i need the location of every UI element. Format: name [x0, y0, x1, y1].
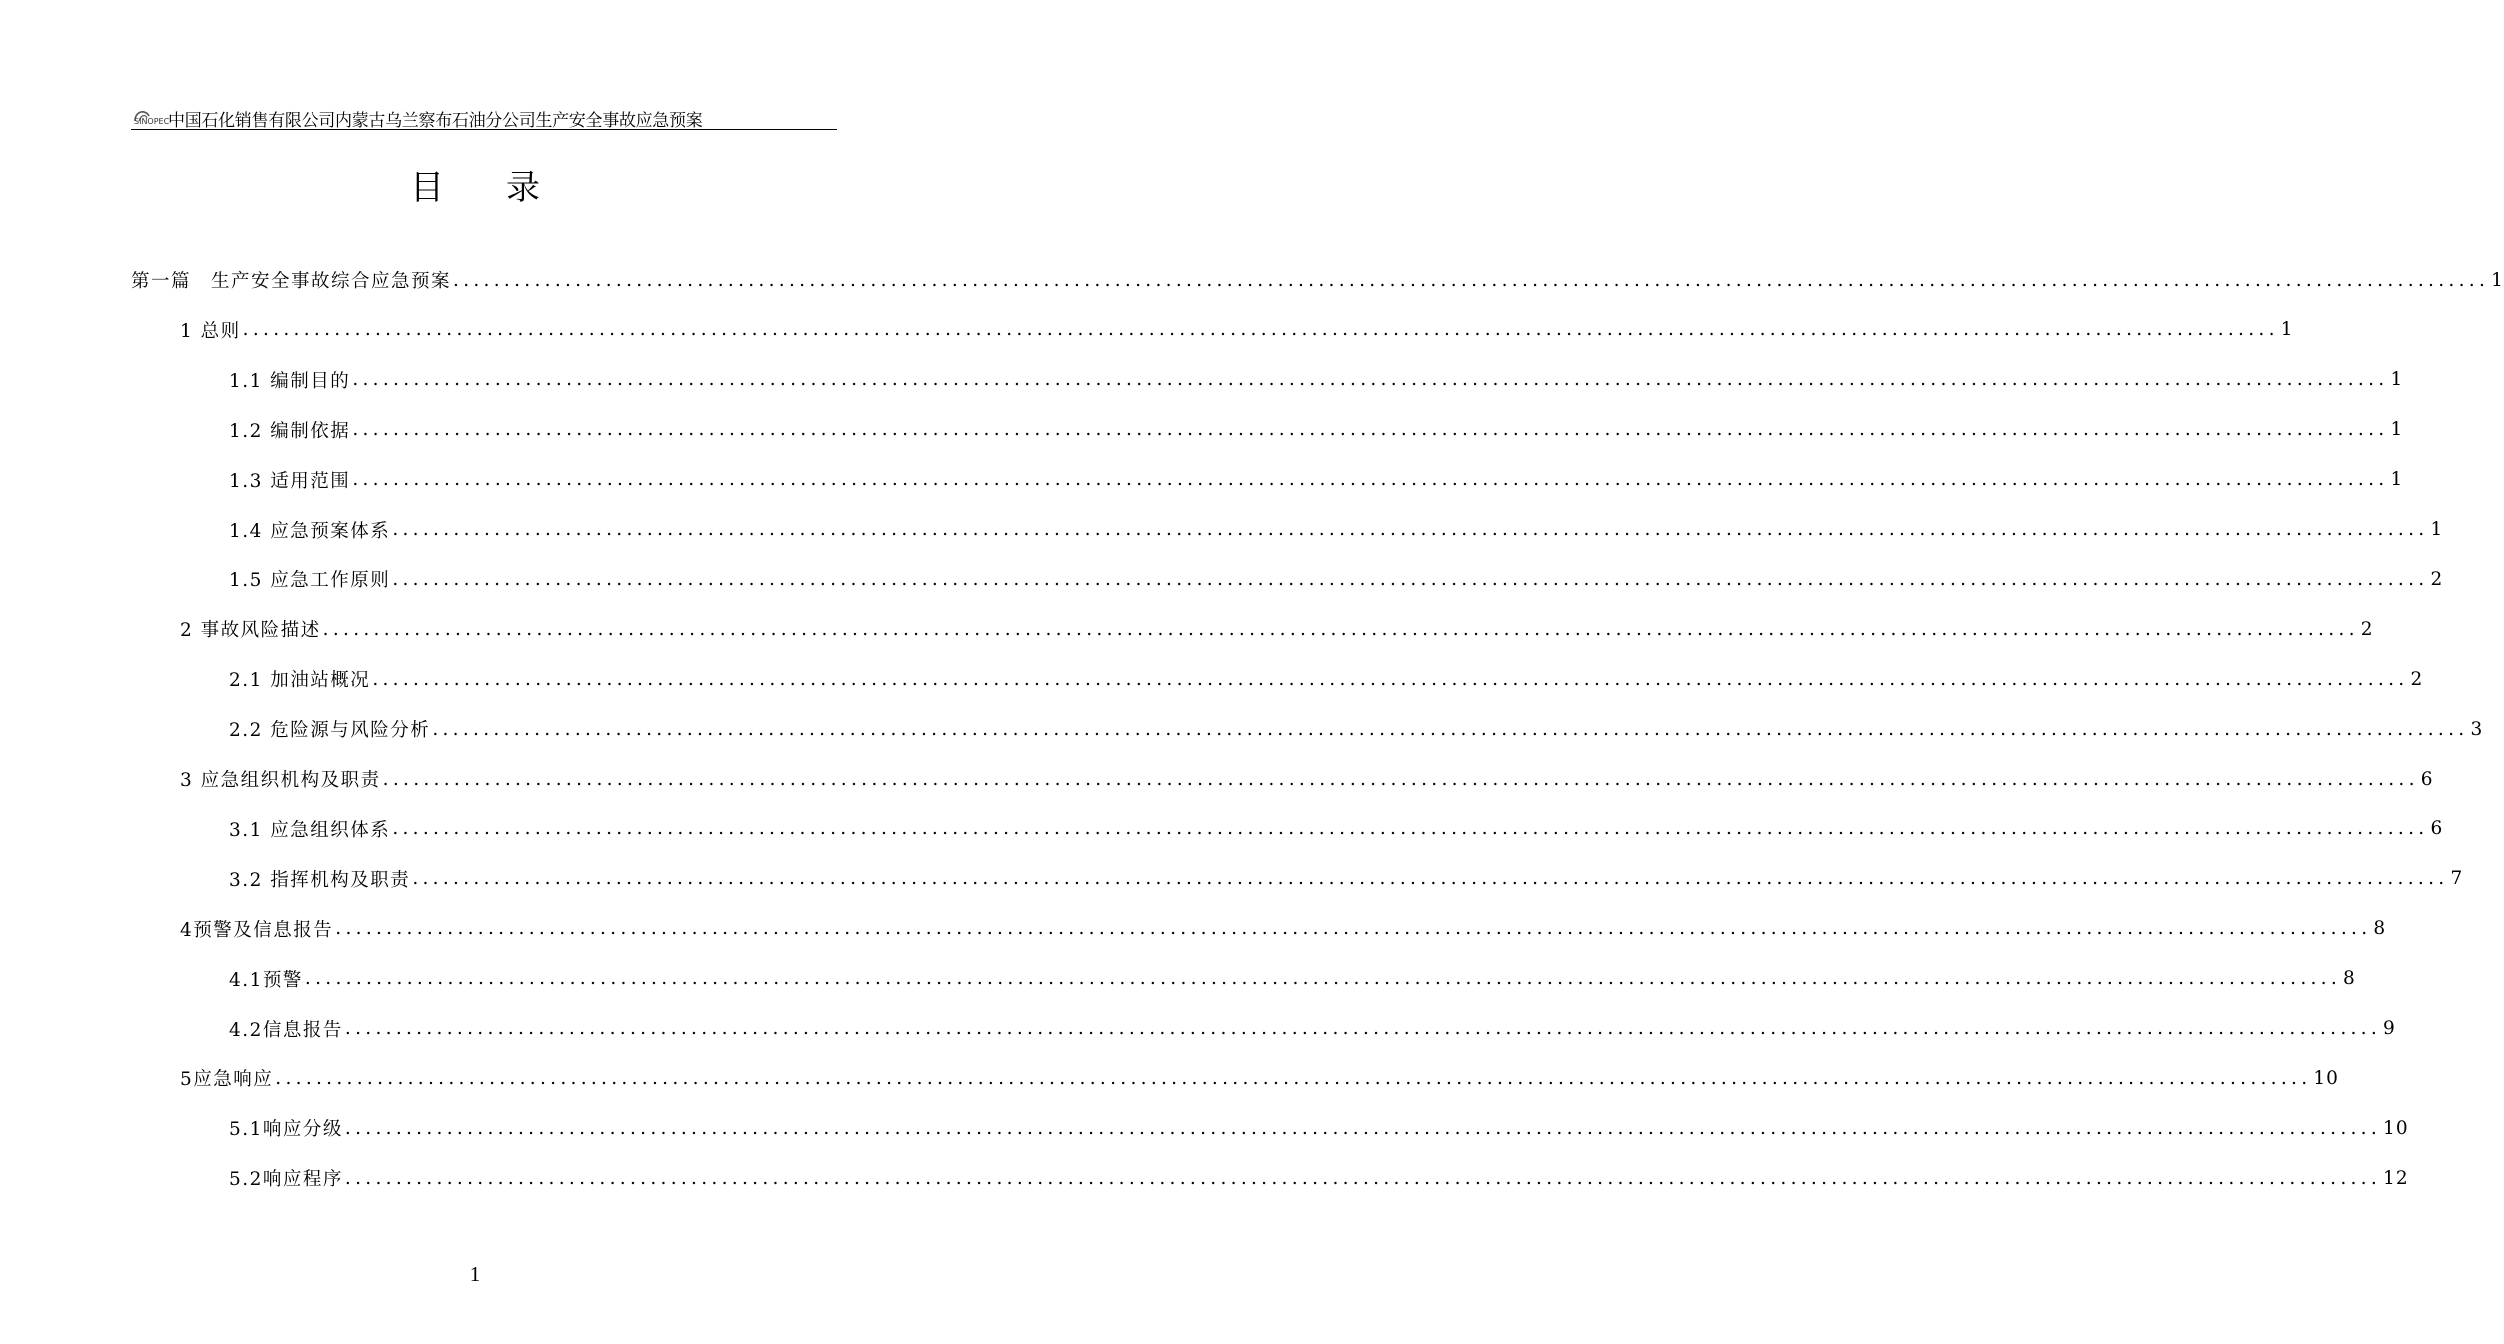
- toc-leader-dots: ........................................................................................................................................................................................................: [432, 718, 2469, 740]
- toc-leader-dots: ........................................................................................................................................................................................................: [372, 668, 2409, 690]
- toc-entry-label: 1.3 适用范围: [229, 470, 351, 492]
- toc-leader-dots: ........................................................................................................................................................................................................: [275, 1067, 2312, 1089]
- toc-entry-label: 4.2信息报告: [229, 1019, 343, 1041]
- toc-entry-label: 5应急响应: [180, 1069, 274, 1091]
- toc-entry-label: 1.2 编制依据: [229, 420, 351, 442]
- toc-leader-dots: ........................................................................................................................................................................................................: [322, 618, 2359, 640]
- toc-entry-label: 3.2 指挥机构及职责: [229, 869, 411, 891]
- toc-leader-dots: ........................................................................................................................................................................................................: [304, 968, 2342, 990]
- document-header: [131, 105, 837, 130]
- toc-entry-label: 5.2响应程序: [229, 1169, 343, 1191]
- toc-leader-dots: ........................................................................................................................................................................................................: [352, 369, 2389, 391]
- toc-entry-page: 3: [2470, 718, 2484, 740]
- toc-entry-label: 2.1 加油站概况: [229, 670, 371, 692]
- toc-entry[interactable]: [180, 1064, 2339, 1092]
- toc-entry-page: 2: [2430, 568, 2444, 590]
- toc-entry-page: 1: [2390, 369, 2404, 391]
- toc-leader-dots: ........................................................................................................................................................................................................: [352, 469, 2389, 491]
- toc-entry[interactable]: [229, 665, 2424, 693]
- toc-entry-page: 6: [2420, 768, 2434, 790]
- toc-entry-page: 1: [2430, 519, 2444, 540]
- toc-leader-dots: ........................................................................................................................................................................................................: [392, 568, 2429, 590]
- toc-entry-page: 9: [2383, 1018, 2396, 1039]
- toc-entry[interactable]: [229, 1114, 2409, 1142]
- toc-leader-dots: ........................................................................................................................................................................................................: [392, 519, 2429, 540]
- toc-title-right: 录: [506, 168, 540, 208]
- toc-entry-page: 10: [2383, 1117, 2409, 1139]
- toc-leader-dots: ........................................................................................................................................................................................................: [344, 1117, 2382, 1139]
- toc-entry[interactable]: [229, 565, 2444, 593]
- toc-title-left: 目: [410, 168, 444, 208]
- toc-entry-label: 1 总则: [180, 320, 241, 342]
- toc-entry-page: 2: [2360, 618, 2374, 640]
- toc-entry-page: 1: [2390, 419, 2404, 441]
- toc-leader-dots: ........................................................................................................................................................................................................: [382, 768, 2419, 790]
- toc-entry-label: 1.5 应急工作原则: [229, 570, 391, 592]
- toc-entry-page: 7: [2450, 868, 2464, 890]
- toc-entry[interactable]: [180, 316, 2294, 344]
- sinopec-logo-icon: [133, 107, 170, 126]
- svg-text:SINOPEC: SINOPEC: [134, 117, 170, 126]
- toc-entry[interactable]: [180, 615, 2374, 643]
- toc-entry-page: 8: [2373, 918, 2387, 940]
- toc-entry-page: 2: [2410, 668, 2424, 690]
- toc-leader-dots: ........................................................................................................................................................................................................: [242, 319, 2279, 341]
- toc-entry-page: 1: [2390, 469, 2404, 491]
- toc-entry-label: 5.1响应分级: [229, 1119, 343, 1141]
- toc-title: [0, 160, 950, 209]
- toc-entry-page: 6: [2430, 818, 2444, 840]
- toc-entry[interactable]: [229, 815, 2444, 843]
- toc-leader-dots: ........................................................................................................................................................................................................: [412, 868, 2449, 890]
- toc-leader-dots: ........................................................................................................................................................................................................: [344, 1167, 2382, 1189]
- toc-leader-dots: ........................................................................................................................................................................................................: [392, 818, 2429, 840]
- toc-entry[interactable]: [180, 765, 2434, 793]
- toc-entry-page: 12: [2383, 1167, 2409, 1189]
- toc-leader-dots: ........................................................................................................................................................................................................: [453, 269, 2490, 291]
- toc-entry[interactable]: [229, 1164, 2409, 1192]
- toc-entry-label: 3.1 应急组织体系: [229, 819, 391, 841]
- toc-entry[interactable]: [229, 1015, 2396, 1043]
- toc-entry-label: 第一篇 生产安全事故综合应急预案: [131, 271, 452, 292]
- toc-entry[interactable]: [229, 965, 2356, 993]
- toc-entry-page: 1: [2280, 319, 2294, 341]
- toc-entry-label: 1.4 应急预案体系: [229, 520, 391, 542]
- toc-entry-label: 2 事故风险描述: [180, 620, 321, 642]
- toc-entry-label: 3 应急组织机构及职责: [180, 770, 381, 791]
- toc-entry[interactable]: [229, 516, 2444, 544]
- toc-leader-dots: ........................................................................................................................................................................................................: [344, 1018, 2382, 1039]
- toc-entry-label: 4.1预警: [229, 969, 303, 991]
- toc-entry[interactable]: [229, 865, 2464, 893]
- toc-entry[interactable]: [131, 266, 2504, 294]
- toc-entry[interactable]: [229, 366, 2404, 394]
- toc-entry-label: 4预警及信息报告: [180, 919, 334, 941]
- toc-leader-dots: ........................................................................................................................................................................................................: [335, 918, 2372, 940]
- toc-entry-label: 1.1 编制目的: [229, 370, 351, 392]
- toc-entry[interactable]: [229, 715, 2484, 743]
- toc-entry[interactable]: [229, 466, 2404, 494]
- toc-entry-page: 8: [2343, 968, 2356, 990]
- toc-entry-label: 2.2 危险源与风险分析: [229, 720, 431, 742]
- page-number: 1: [469, 1262, 481, 1286]
- toc-entry[interactable]: [180, 915, 2387, 943]
- toc-entry-page: 10: [2313, 1067, 2339, 1089]
- header-title: 中国石化销售有限公司内蒙古乌兰察布石油分公司生产安全事故应急预案: [168, 111, 703, 131]
- toc-leader-dots: ........................................................................................................................................................................................................: [352, 419, 2389, 441]
- toc-entry[interactable]: [229, 416, 2404, 444]
- toc-entry-page: 1: [2491, 269, 2504, 291]
